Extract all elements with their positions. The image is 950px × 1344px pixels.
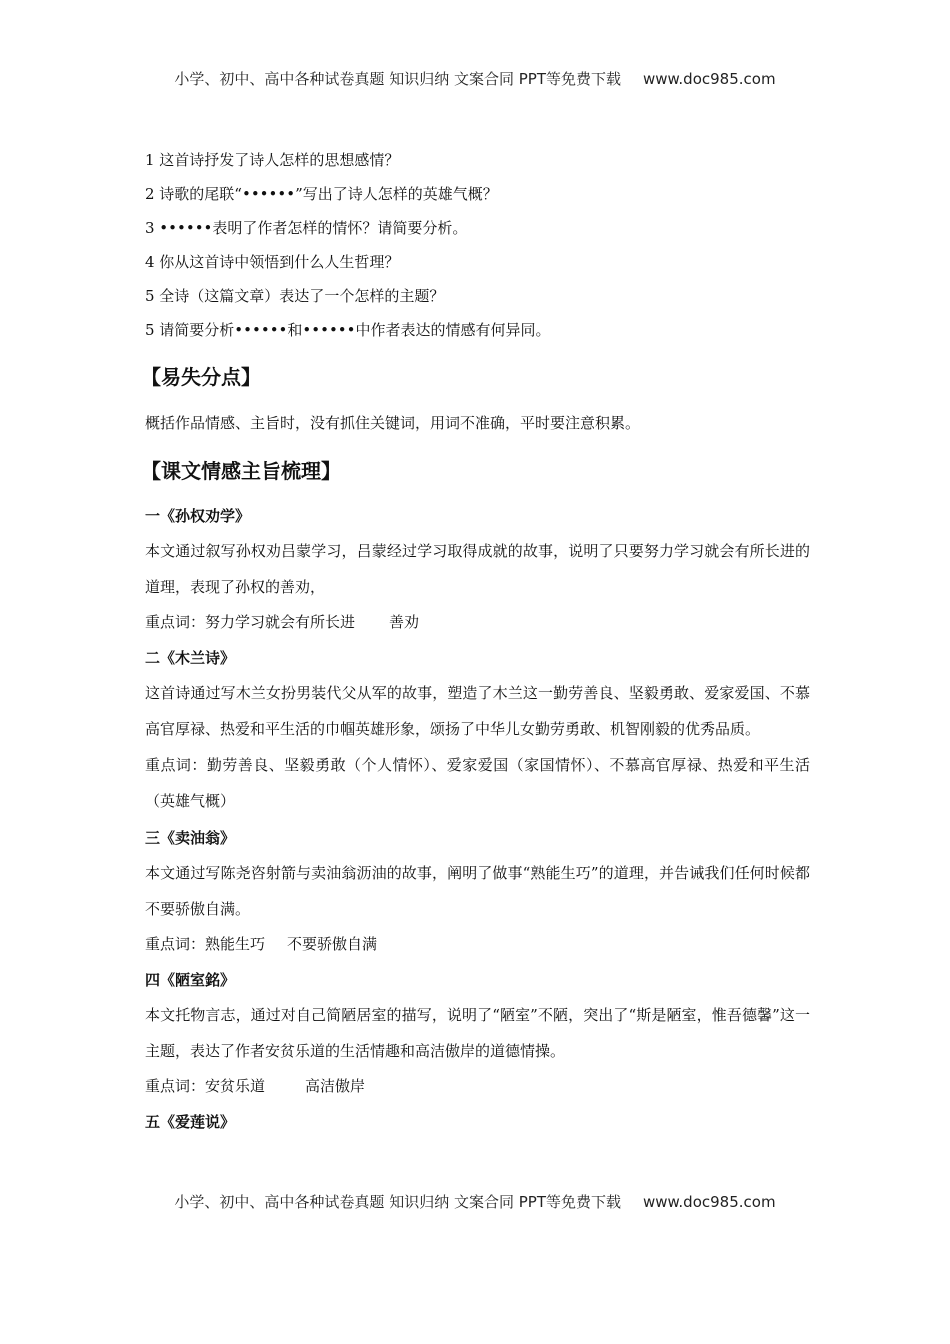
lesson-title: 一《孙权劝学》	[145, 507, 251, 525]
lesson-title: 二《木兰诗》	[145, 649, 236, 667]
question-item: 3 ••••••表明了作者怎样的情怀？请简要分析。	[145, 219, 468, 237]
page-header	[0, 68, 950, 89]
lesson-keywords: 重点词：勤劳善良、坚毅勇敢（个人情怀）、爱家爱国（家国情怀）、不慕高官厚禄、热爱和平生活（英雄气概）	[145, 756, 810, 810]
keyword-label: 重点词：	[145, 613, 206, 631]
keyword: 努力学习就会有所长进	[205, 613, 356, 631]
header-text: 小学、初中、高中各种试卷真题 知识归纳 文案合同 PPT等免费下载	[174, 70, 621, 88]
footer-site-link[interactable]: www.doc985.com	[642, 1193, 776, 1211]
lesson-summary: 本文托物言志，通过对自己简陋居室的描写，说明了“陋室”不陋，突出了“斯是陋室，惟吾德馨”这一主题，表达了作者安贫乐道的生活情趣和高洁傲岸的道德情操。	[145, 1006, 810, 1060]
question-item: 5 请简要分析••••••和••••••中作者表达的情感有何异同。	[145, 321, 551, 339]
lesson-title: 五《爱莲说》	[145, 1113, 236, 1131]
lesson-title: 四《陋室銘》	[145, 971, 236, 989]
footer-text: 小学、初中、高中各种试卷真题 知识归纳 文案合同 PPT等免费下载	[174, 1193, 621, 1211]
question-item: 5 全诗（这篇文章）表达了一个怎样的主题？	[145, 287, 445, 305]
keyword: 善劝	[389, 613, 420, 631]
question-list	[145, 143, 810, 347]
lesson-summary: 本文通过叙写孙权劝吕蒙学习，吕蒙经过学习取得成就的故事，说明了只要努力学习就会有所长进的道理，表现了孙权的善劝，	[145, 542, 810, 596]
question-item: 4 你从这首诗中领悟到什么人生哲理？	[145, 253, 400, 271]
lesson-keywords	[145, 927, 810, 961]
header-site-link[interactable]: www.doc985.com	[642, 70, 776, 88]
keyword: 不要骄傲自满	[287, 935, 378, 953]
errors-text: 概括作品情感、主旨时，没有抓住关键词，用词不准确，平时要注意积累。	[145, 414, 641, 432]
lesson-summary: 本文通过写陈尧咨射箭与卖油翁沥油的故事，阐明了做事“熟能生巧”的道理，并告诫我们任何时候都不要骄傲自满。	[145, 864, 810, 918]
lesson-summary: 这首诗通过写木兰女扮男装代父从军的故事，塑造了木兰这一勤劳善良、坚毅勇敢、爱家爱国、不慕高官厚禄、热爱和平生活的巾帼英雄形象，颂扬了中华儿女勤劳勇敢、机智刚毅的优秀品质。	[145, 684, 810, 738]
lesson-title: 三《卖油翁》	[145, 829, 236, 847]
keyword: 安贫乐道	[205, 1077, 266, 1095]
section-heading-themes: 【课文情感主旨梳理】	[141, 459, 341, 483]
question-item: 2 诗歌的尾联“••••••”写出了诗人怎样的英雄气概？	[145, 185, 498, 203]
page-footer	[0, 1191, 950, 1212]
keyword-label: 重点词：	[145, 1077, 206, 1095]
lesson-keywords	[145, 1069, 810, 1103]
lesson-keywords	[145, 605, 810, 639]
keyword: 高洁傲岸	[305, 1077, 366, 1095]
keyword-label: 重点词：	[145, 935, 206, 953]
document-body	[141, 143, 810, 1139]
section-heading-errors: 【易失分点】	[141, 365, 261, 389]
keyword: 熟能生巧	[205, 935, 266, 953]
question-item: 1 这首诗抒发了诗人怎样的思想感情？	[145, 151, 400, 169]
